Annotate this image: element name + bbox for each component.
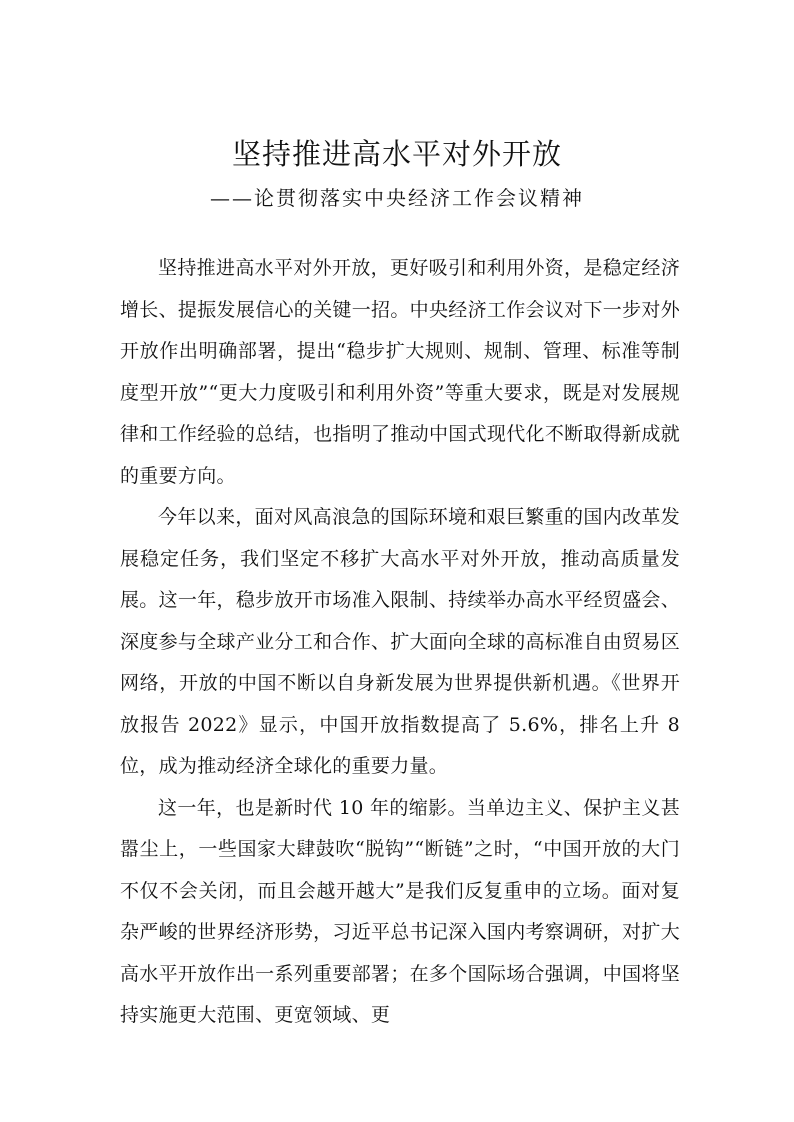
paragraph: 今年以来，面对风高浪急的国际环境和艰巨繁重的国内改革发展稳定任务，我们坚定不移扩大高水平对外开放，推动高质量发展。这一年，稳步放开市场准入限制、持续举办高水平经贸盛会、深度参与全球产业分工和合作、扩大面向全球的高标准自由贸易区网络，开放的中国不断以自身新发展为世界提供新机遇。《世界开放报告 2022》显示，中国开放指数提高了 5.6%，排名上升 8 位，成为推动经济全球化的重要力量。 <box>120 506 680 777</box>
page-subtitle: ——论贯彻落实中央经济工作会议精神 <box>210 186 584 210</box>
paragraph: 坚持推进高水平对外开放，更好吸引和利用外资，是稳定经济增长、提振发展信心的关键一招。中央经济工作会议对下一步对外开放作出明确部署，提出“稳步扩大规则、规制、管理、标准等制度型开放”“更大力度吸引和利用外资”等重大要求，既是对发展规律和工作经验的总结，也指明了推动中国式现代化不断取得新成就的重要方向。 <box>120 257 680 487</box>
paragraph: 这一年，也是新时代 10 年的缩影。当单边主义、保护主义甚嚣尘上，一些国家大肆鼓吹“脱钩”“断链”之时，“中国开放的大门不仅不会关闭，而且会越开越大”是我们反复重申的立场。面对复杂严峻的世界经济形势，习近平总书记深入国内考察调研，对扩大高水平开放作出一系列重要部署；在多个国际场合强调，中国将坚持实施更大范围、更宽领域、更 <box>120 796 680 1026</box>
article-body <box>120 248 680 1037</box>
page-title: 坚持推进高水平对外开放 <box>231 137 562 171</box>
